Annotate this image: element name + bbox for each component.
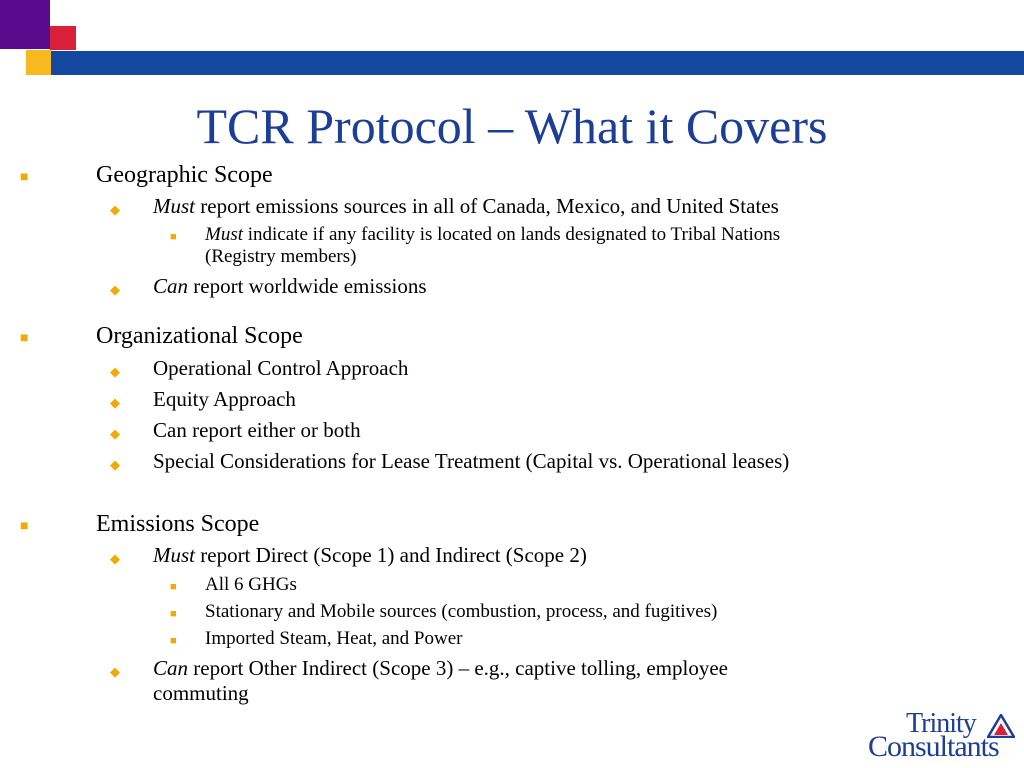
section-label: Emissions Scope: [96, 511, 260, 537]
item-text: report worldwide emissions: [188, 274, 427, 298]
square-bullet-icon: ■: [20, 331, 29, 346]
item-text: Operational Control Approach: [153, 356, 409, 380]
decor-square-red: [50, 26, 76, 50]
emphasis: Must: [153, 194, 195, 218]
square-bullet-icon: ■: [20, 519, 29, 534]
item-text: Stationary and Mobile sources (combustion, process, and fugitives): [205, 601, 718, 622]
slide-title: TCR Protocol – What it Covers: [196, 98, 828, 154]
section-label: Organizational Scope: [96, 323, 303, 349]
square-bullet-icon: ■: [170, 608, 177, 620]
item-text: report emissions sources in all of Canada, Mexico, and United States: [195, 194, 779, 218]
item-text: All 6 GHGs: [205, 574, 297, 595]
section-label: Geographic Scope: [96, 162, 273, 188]
item-text: indicate if any facility is located on lands designated to Tribal Nations: [243, 224, 781, 245]
emphasis: Must: [153, 543, 195, 567]
diamond-bullet-icon: ◆: [110, 457, 120, 472]
item-text: Special Considerations for Lease Treatment (Capital vs. Operational leases): [153, 449, 790, 473]
square-bullet-icon: ■: [170, 635, 177, 647]
item-text: report Other Indirect (Scope 3) – e.g., captive tolling, employee: [188, 656, 728, 680]
trinity-consultants-logo: [868, 708, 1018, 764]
diamond-bullet-icon: ◆: [110, 551, 120, 566]
square-bullet-icon: ■: [170, 231, 177, 243]
item-text: Equity Approach: [153, 387, 296, 411]
item-text: Can report either or both: [153, 418, 361, 442]
diamond-bullet-icon: ◆: [110, 395, 120, 410]
emphasis: Can: [153, 274, 189, 298]
item-text: Imported Steam, Heat, and Power: [205, 628, 463, 649]
decor-square-purple: [0, 0, 50, 49]
logo-line2: Consultants: [868, 730, 999, 763]
emphasis: Can: [153, 656, 189, 680]
diamond-bullet-icon: ◆: [110, 282, 120, 297]
logo-line1: Trinity: [906, 708, 976, 739]
square-bullet-icon: ■: [170, 581, 177, 593]
diamond-bullet-icon: ◆: [110, 426, 120, 441]
item-text: report Direct (Scope 1) and Indirect (Scope 2): [195, 543, 587, 567]
decor-square-yellow: [26, 50, 51, 75]
item-text-continued: commuting: [153, 681, 249, 705]
diamond-bullet-icon: ◆: [110, 664, 120, 679]
emphasis: Must: [205, 224, 243, 245]
diamond-bullet-icon: ◆: [110, 364, 120, 379]
header-bar: [51, 51, 1024, 75]
item-text-continued: (Registry members): [205, 246, 357, 267]
diamond-bullet-icon: ◆: [110, 202, 120, 217]
square-bullet-icon: ■: [20, 170, 29, 185]
